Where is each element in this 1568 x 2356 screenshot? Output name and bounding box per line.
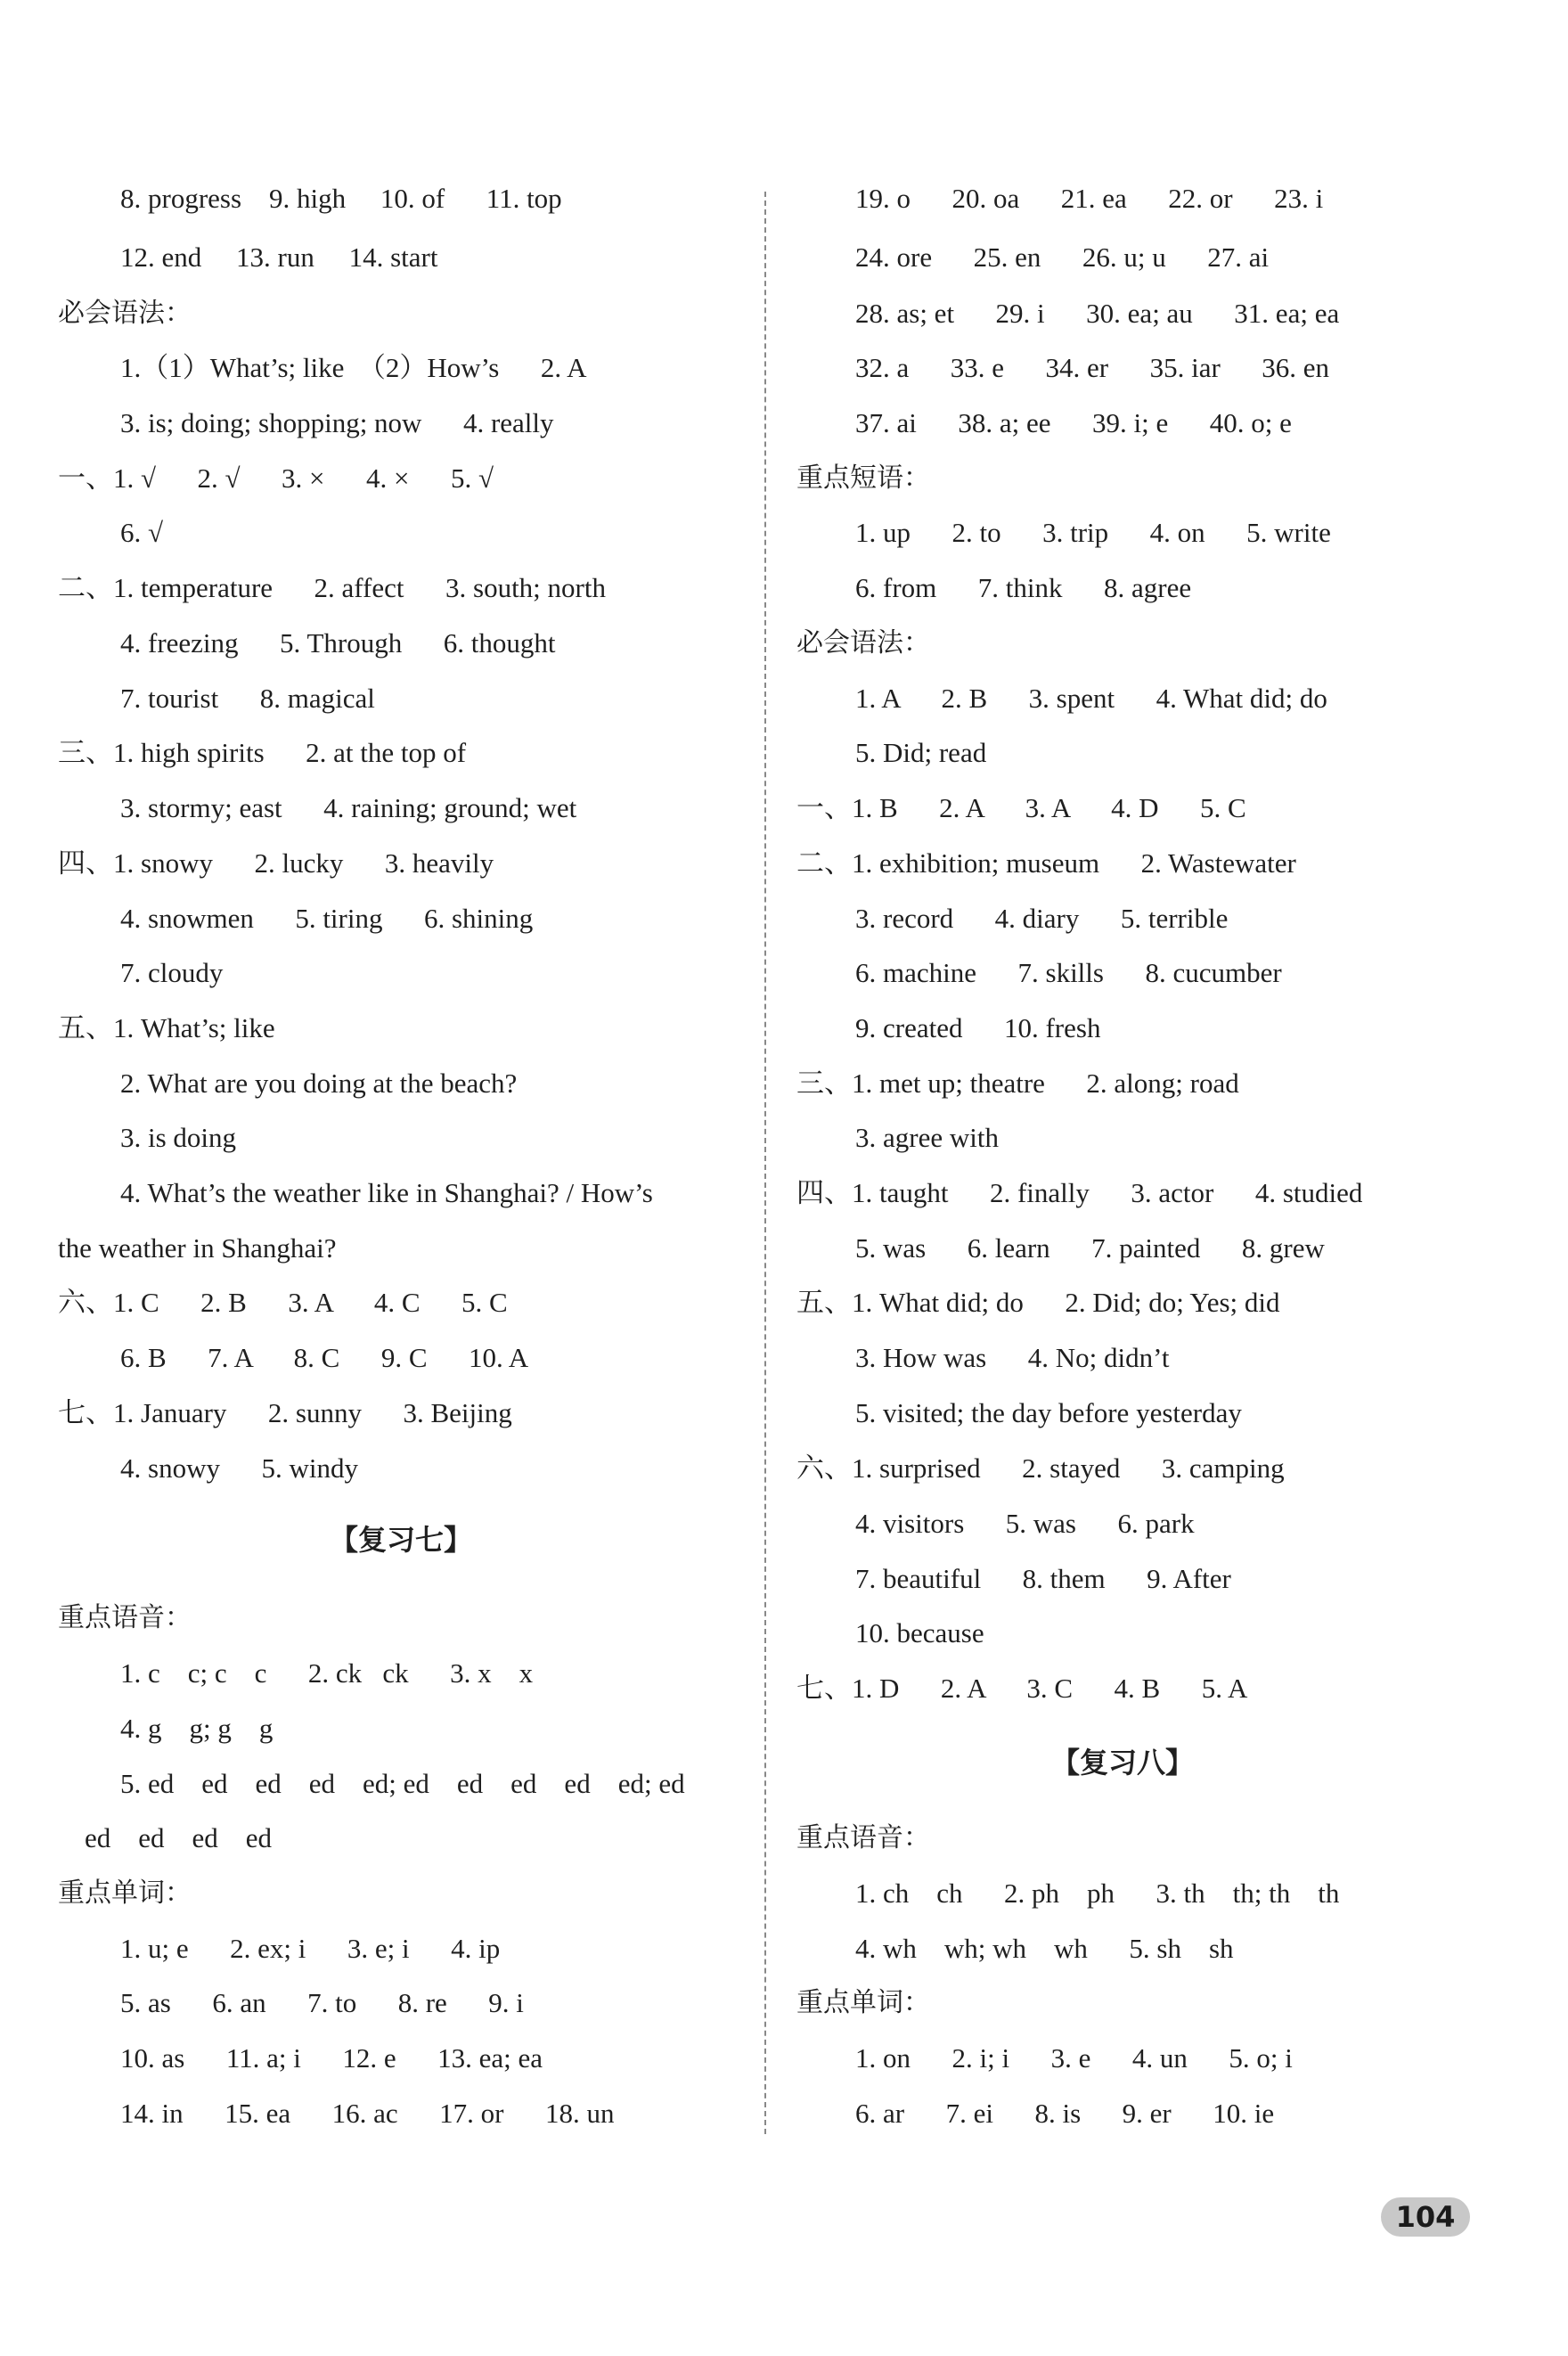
right-line-28: 七、1. D 2. A 3. C 4. B 5. A — [796, 1673, 1248, 1704]
left-line-3: 必会语法： — [58, 298, 192, 329]
right-line-20: 5. was 6. learn 7. painted 8. grew — [855, 1232, 1325, 1264]
left-line-7: 6. √ — [120, 517, 164, 548]
right-line-8: 6. from 7. think 8. agree — [855, 572, 1192, 603]
right-line-7: 1. up 2. to 3. trip 4. on 5. write — [855, 517, 1331, 548]
left-line-27: 1. c c; c c 2. ck ck 3. x x — [120, 1657, 534, 1689]
right-line-24: 六、1. surprised 2. stayed 3. camping — [796, 1452, 1285, 1484]
right-line-32: 4. wh wh; wh wh 5. sh sh — [855, 1933, 1234, 1964]
left-line-20: the weather in Shanghai? — [58, 1232, 337, 1264]
right-line-13: 二、1. exhibition; museum 2. Wastewater — [796, 847, 1296, 879]
right-line-35: 6. ar 7. ei 8. is 9. er 10. ie — [855, 2098, 1275, 2129]
page-number: 104 — [1381, 2197, 1470, 2237]
right-line-4: 32. a 33. e 34. er 35. iar 36. en — [855, 352, 1330, 383]
left-line-25: 【复习七】 — [330, 1523, 473, 1557]
left-line-4: 1.（1）What’s; like （2）How’s 2. A — [120, 352, 587, 383]
left-line-14: 4. snowmen 5. tiring 6. shining — [120, 903, 534, 934]
left-line-9: 4. freezing 5. Through 6. thought — [120, 627, 556, 659]
right-line-21: 五、1. What did; do 2. Did; do; Yes; did — [796, 1287, 1280, 1318]
left-line-13: 四、1. snowy 2. lucky 3. heavily — [58, 847, 494, 879]
right-line-10: 1. A 2. B 3. spent 4. What did; do — [855, 683, 1327, 714]
left-line-24: 4. snowy 5. windy — [120, 1452, 358, 1484]
right-line-31: 1. ch ch 2. ph ph 3. th th; th th — [855, 1877, 1340, 1909]
left-line-15: 7. cloudy — [120, 957, 224, 988]
left-line-32: 1. u; e 2. ex; i 3. e; i 4. ip — [120, 1933, 501, 1964]
column-divider — [764, 192, 766, 2134]
left-line-16: 五、1. What’s; like — [58, 1012, 275, 1043]
right-line-18: 3. agree with — [855, 1122, 999, 1153]
left-line-11: 三、1. high spirits 2. at the top of — [58, 737, 467, 768]
right-line-14: 3. record 4. diary 5. terrible — [855, 903, 1229, 934]
left-line-34: 10. as 11. a; i 12. e 13. ea; ea — [120, 2042, 543, 2074]
left-line-26: 重点语音： — [58, 1602, 192, 1633]
right-line-15: 6. machine 7. skills 8. cucumber — [855, 957, 1282, 988]
left-line-23: 七、1. January 2. sunny 3. Beijing — [58, 1397, 512, 1428]
left-line-8: 二、1. temperature 2. affect 3. south; north — [58, 572, 606, 603]
right-line-1: 19. o 20. oa 21. ea 22. or 23. i — [855, 183, 1324, 214]
right-line-27: 10. because — [855, 1617, 984, 1648]
left-line-17: 2. What are you doing at the beach? — [120, 1068, 518, 1099]
left-line-35: 14. in 15. ea 16. ac 17. or 18. un — [120, 2098, 615, 2129]
right-line-11: 5. Did; read — [855, 737, 987, 768]
left-line-31: 重点单词： — [58, 1877, 192, 1909]
left-line-5: 3. is; doing; shopping; now 4. really — [120, 407, 554, 438]
left-line-2: 12. end 13. run 14. start — [120, 241, 438, 273]
right-line-6: 重点短语： — [796, 462, 930, 494]
right-line-2: 24. ore 25. en 26. u; u 27. ai — [855, 241, 1270, 273]
right-line-33: 重点单词： — [796, 1987, 930, 2018]
right-line-19: 四、1. taught 2. finally 3. actor 4. studied — [796, 1177, 1363, 1208]
left-line-18: 3. is doing — [120, 1122, 237, 1153]
right-line-16: 9. created 10. fresh — [855, 1012, 1101, 1043]
left-line-28: 4. g g; g g — [120, 1713, 274, 1744]
left-line-33: 5. as 6. an 7. to 8. re 9. i — [120, 1987, 524, 2018]
right-line-17: 三、1. met up; theatre 2. along; road — [796, 1068, 1239, 1099]
right-line-29: 【复习八】 — [1051, 1746, 1195, 1779]
left-line-19: 4. What’s the weather like in Shanghai? / How’s — [120, 1177, 653, 1208]
left-line-6: 一、1. √ 2. √ 3. × 4. × 5. √ — [58, 462, 494, 494]
right-line-34: 1. on 2. i; i 3. e 4. un 5. o; i — [855, 2042, 1293, 2074]
left-line-10: 7. tourist 8. magical — [120, 683, 375, 714]
left-line-1: 8. progress 9. high 10. of 11. top — [120, 183, 562, 214]
right-line-5: 37. ai 38. a; ee 39. i; e 40. o; e — [855, 407, 1292, 438]
left-line-12: 3. stormy; east 4. raining; ground; wet — [120, 792, 577, 823]
right-line-30: 重点语音： — [796, 1822, 930, 1853]
left-line-22: 6. B 7. A 8. C 9. C 10. A — [120, 1342, 529, 1373]
right-line-9: 必会语法： — [796, 627, 930, 659]
right-line-3: 28. as; et 29. i 30. ea; au 31. ea; ea — [855, 298, 1340, 329]
right-line-23: 5. visited; the day before yesterday — [855, 1397, 1242, 1428]
right-line-26: 7. beautiful 8. them 9. After — [855, 1563, 1231, 1594]
right-line-12: 一、1. B 2. A 3. A 4. D 5. C — [796, 792, 1246, 823]
left-line-30: ed ed ed ed — [85, 1822, 273, 1853]
right-line-22: 3. How was 4. No; didn’t — [855, 1342, 1170, 1373]
right-line-25: 4. visitors 5. was 6. park — [855, 1508, 1195, 1539]
left-line-29: 5. ed ed ed ed ed; ed ed ed ed ed; ed — [120, 1768, 685, 1799]
left-line-21: 六、1. C 2. B 3. A 4. C 5. C — [58, 1287, 508, 1318]
